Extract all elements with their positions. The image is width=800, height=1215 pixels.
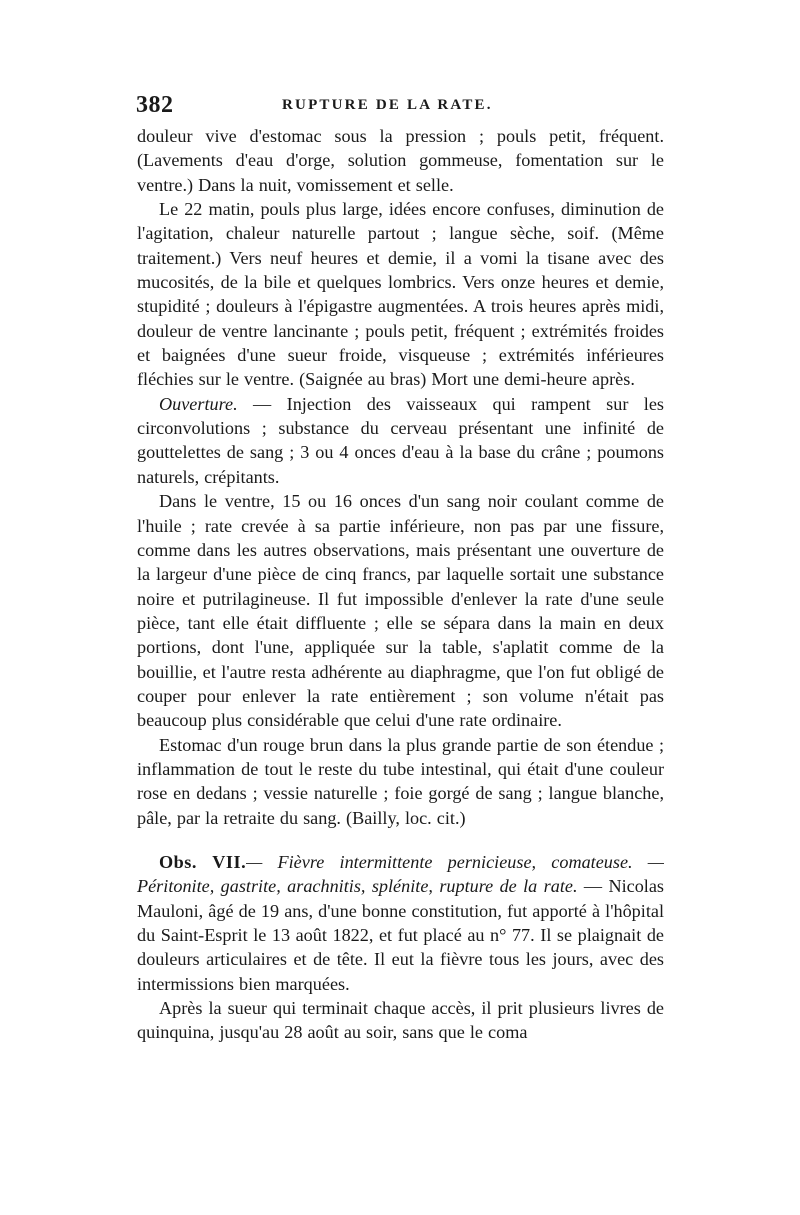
paragraph-1: douleur vive d'estomac sous la pression ; pouls petit, fréquent. (Lavements d'eau d'orge, solution gommeuse, fomentation sur le ventre.) Dans la nuit, vomissement et selle. bbox=[137, 126, 664, 195]
section-gap bbox=[137, 830, 664, 850]
paragraph-4: Dans le ventre, 15 ou 16 onces d'un sang noir coulant comme de l'huile ; rate crevée à sa partie inférieure, non pas par une fissure, comme dans les autres observations, mais présentant une ouverture de la largeur d'une pièce de cinq francs, par laquelle sortait une substance noire et putrilagineuse. Il fut impossible d'enlever la rate d'une seule pièce, tant elle était diffluente ; elle se sépara dans la main en deux portions, dont l'une, appliquée sur la table, s'aplatit comme de la bouillie, et l'autre resta adhérente au diaphragme, que l'on fut obligé de couper pour enlever la rate entièrement ; son volume n'était pas beaucoup plus considérable que celui d'une rate ordinaire. bbox=[137, 491, 664, 731]
section-label-ouverture: Ouverture. bbox=[159, 393, 238, 414]
running-title: RUPTURE DE LA RATE. bbox=[282, 97, 493, 113]
paragraph-3 bbox=[137, 392, 664, 489]
paragraph-3-text: — Injection des vaisseaux qui rampent sur les circonvolutions ; substance du cerveau présentant une infinité de gouttelettes de sang ; 3 ou 4 onces d'eau à la base du crâne ; poumons naturels, crépitants. bbox=[137, 393, 664, 487]
paragraph-6 bbox=[137, 850, 664, 996]
paragraph-6-text: — Nicolas Mauloni, âgé de 19 ans, d'une bonne constitution, fut apporté à l'hôpital du Saint-Esprit le 13 août 1822, et fut placé au n° 77. Il se plaignait de douleurs articulaires et de tête. Il eut la fièvre tous les jours, avec des intermissions bien marquées. bbox=[137, 876, 664, 994]
page-header bbox=[136, 92, 664, 122]
body-text bbox=[137, 124, 664, 1045]
observation-title: — Fièvre intermittente pernicieuse, comateuse. — Péritonite, gastrite, arachnitis, splénite, rupture de la rate. bbox=[137, 851, 664, 897]
observation-label: Obs. VII. bbox=[159, 851, 247, 872]
paragraph-5: Estomac d'un rouge brun dans la plus grande partie de son étendue ; inflammation de tout le reste du tube intestinal, qui était d'une couleur rose en dedans ; vessie naturelle ; foie gorgé de sang ; langue blanche, pâle, par la retraite du sang. (Bailly, loc. cit.) bbox=[137, 734, 664, 828]
paragraph-2: Le 22 matin, pouls plus large, idées encore confuses, diminution de l'agitation, chaleur naturelle partout ; langue sèche, soif. (Même traitement.) Vers neuf heures et demie, il a vomi la tisane avec des mucosités, de la bile et quelques lombrics. Vers onze heures et demie, stupidité ; douleurs à l'épigastre augmentées. A trois heures après midi, douleur de ventre lancinante ; pouls petit, fréquent ; extrémités froides et baignées d'une sueur froide, visqueuse ; extrémités inférieures fléchies sur le ventre. (Saignée au bras) Mort une demi-heure après. bbox=[137, 199, 664, 390]
paragraph-7: Après la sueur qui terminait chaque accès, il prit plusieurs livres de quinquina, jusqu'au 28 août au soir, sans que le coma bbox=[137, 998, 664, 1043]
page-number: 382 bbox=[136, 92, 174, 118]
